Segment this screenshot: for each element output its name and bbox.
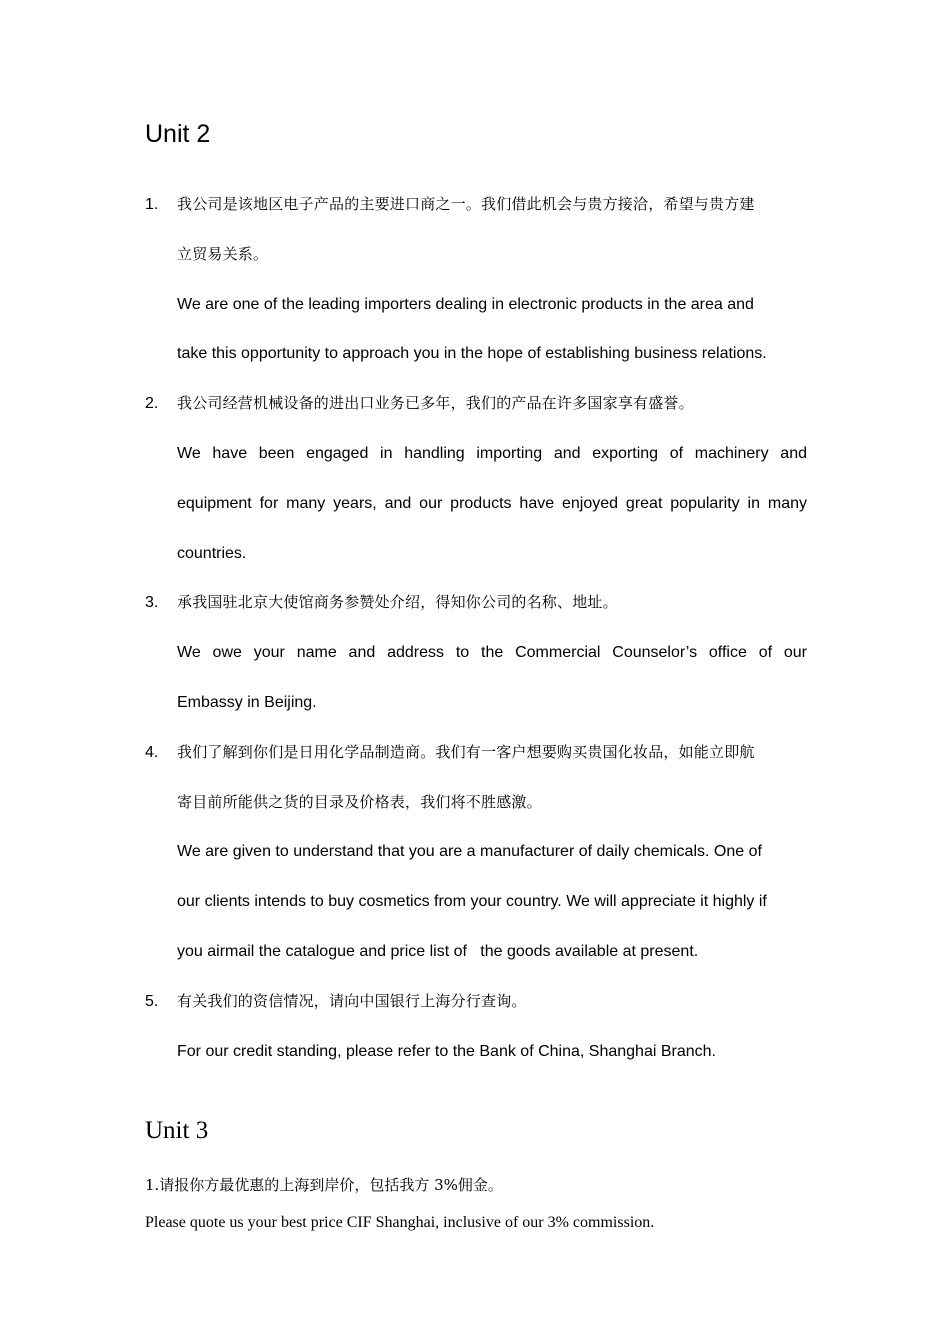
unit-3-heading: Unit 3 bbox=[145, 1117, 209, 1144]
english-line: Embassy in Beijing. bbox=[177, 693, 317, 711]
sentence-number: 2. bbox=[145, 395, 159, 413]
sentence-number: 5. bbox=[145, 992, 159, 1010]
unit-2-heading: Unit 2 bbox=[145, 120, 211, 148]
chinese-line: 我公司是该地区电子产品的主要进口商之一。我们借此机会与贵方接洽，希望与贵方建 bbox=[177, 195, 755, 213]
english-line: We are one of the leading importers dealing in electronic products in the area and bbox=[177, 295, 754, 313]
chinese-line: 立贸易关系。 bbox=[177, 244, 269, 263]
english-line: For our credit standing, please refer to the Bank of China, Shanghai Branch. bbox=[177, 1042, 716, 1060]
english-line: We are given to understand that you are a manufacturer of daily chemicals. One of bbox=[177, 843, 762, 861]
chinese-line: 寄目前所能供之货的目录及价格表，我们将不胜感激。 bbox=[177, 792, 542, 811]
sentence-number: 3. bbox=[145, 594, 159, 612]
sentence-item-5 bbox=[145, 977, 807, 1077]
sentence-item-1 bbox=[145, 180, 807, 379]
unit-2-sentence-list bbox=[145, 180, 807, 1076]
english-line: you airmail the catalogue and price list of the goods available at present. bbox=[177, 942, 699, 960]
sentence-item-4 bbox=[145, 728, 807, 977]
english-line: equipment for many years, and our products have enjoyed great popularity in many bbox=[177, 494, 807, 512]
english-line: take this opportunity to approach you in the hope of establishing business relations. bbox=[177, 345, 767, 363]
english-line: our clients intends to buy cosmetics from your country. We will appreciate it highly if bbox=[177, 893, 767, 911]
sentence-item-2 bbox=[145, 379, 807, 578]
chinese-line: 我们了解到你们是日用化学品制造商。我们有一客户想要购买贵国化妆品，如能立即航 bbox=[177, 742, 755, 761]
unit-3-content bbox=[145, 1166, 845, 1242]
chinese-line: 我公司经营机械设备的进出口业务已多年，我们的产品在许多国家享有盛誉。 bbox=[177, 394, 694, 413]
english-line: countries. bbox=[177, 544, 247, 562]
sentence-number: 1. bbox=[145, 196, 159, 213]
unit-3-chinese-sentence: 1.请报你方最优惠的上海到岸价，包括我方 3%佣金。 bbox=[145, 1176, 503, 1194]
chinese-line: 承我国驻北京大使馆商务参赞处介绍，得知你公司的名称、地址。 bbox=[177, 593, 618, 612]
english-line: We owe your name and address to the Commercial Counselor’s office of our bbox=[177, 644, 807, 662]
english-line: We have been engaged in handling importing and exporting of machinery and bbox=[177, 444, 807, 462]
chinese-line: 有关我们的资信情况，请向中国银行上海分行查询。 bbox=[177, 991, 527, 1010]
sentence-number: 4. bbox=[145, 743, 159, 761]
unit-3-english-sentence: Please quote us your best price CIF Shanghai, inclusive of our 3% commission. bbox=[145, 1214, 655, 1231]
sentence-item-3 bbox=[145, 578, 807, 727]
